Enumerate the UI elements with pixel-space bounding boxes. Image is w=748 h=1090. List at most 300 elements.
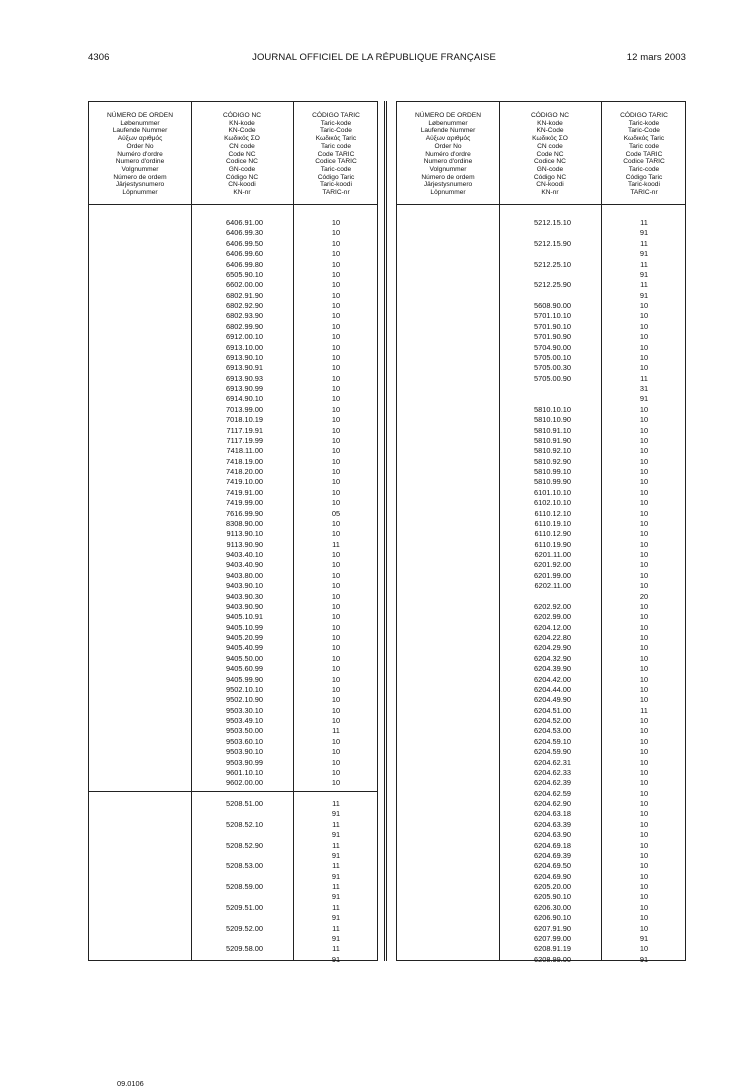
table-cell	[117, 592, 191, 602]
table-cell: 6205.20.00	[534, 882, 571, 891]
table-cell	[499, 228, 571, 238]
table-cell: 7018.10.19	[226, 415, 263, 425]
table-cell: 6110.12.90	[534, 529, 571, 539]
table-cell: 10	[639, 882, 649, 891]
table-cell: 6110.12.10	[534, 508, 571, 518]
table-cell: 6912.00.10	[226, 332, 263, 342]
table-cell	[191, 955, 263, 965]
table-cell: 10	[639, 550, 649, 559]
table-cell: 05	[331, 508, 341, 518]
order-cells	[89, 218, 191, 1090]
header-line: Code NC	[228, 150, 256, 158]
table-cell	[117, 322, 191, 332]
table-cell: 91	[639, 954, 649, 964]
table-cell: 5212.25.90	[534, 280, 571, 290]
table-cell: 6204.42.00	[534, 674, 571, 684]
column-divider	[499, 102, 500, 960]
table-cell: 5212.15.90	[534, 238, 571, 248]
table-cell	[117, 892, 191, 902]
table-cell: 6914.90.10	[226, 394, 263, 404]
table-cell: 6204.63.39	[534, 819, 571, 829]
table-cell: 10	[639, 498, 649, 508]
cn-code-header	[499, 112, 601, 197]
table-cell: 6208.91.19	[534, 944, 571, 954]
header-line: Taric-code	[628, 165, 660, 173]
table-cell: 10	[639, 913, 649, 923]
table-cell: 5704.90.00	[534, 342, 571, 352]
taric-code-cells	[601, 218, 687, 965]
table-cell: 10	[639, 560, 649, 570]
table-cell: 6505.90.10	[226, 269, 263, 279]
cn-code-cells	[499, 218, 601, 965]
table-cell: 10	[331, 218, 341, 227]
table-cell: 9502.10.10	[226, 684, 263, 694]
table-cell: 6204.69.18	[534, 840, 571, 850]
table-cell	[117, 716, 191, 726]
table-cell	[117, 675, 191, 685]
table-cell: 6204.39.90	[534, 664, 571, 674]
table-cell	[117, 560, 191, 570]
table-cell: 5701.10.10	[534, 311, 571, 321]
cn-code-header	[191, 112, 293, 197]
table-cell	[117, 768, 191, 778]
table-cell: 7418.19.00	[226, 456, 263, 466]
table-cell	[117, 986, 191, 996]
header-line: Taric code	[628, 142, 660, 150]
table-cell	[117, 913, 191, 923]
table-cell	[117, 436, 191, 446]
table-cell: 10	[331, 435, 341, 445]
table-cell: 6406.99.30	[226, 228, 263, 238]
header-line: Numéro d'ordre	[425, 150, 471, 158]
table-cell: 9113.90.90	[226, 539, 263, 549]
table-cell: 6208.99.00	[534, 954, 571, 964]
table-cell: 5810.99.10	[534, 467, 571, 476]
table-cell	[117, 228, 191, 238]
table-cell: 91	[331, 933, 341, 943]
table-cell: 6406.99.60	[226, 249, 263, 259]
table-cell: 7418.11.00	[226, 446, 263, 456]
table-cell	[117, 934, 191, 944]
table-cell: 10	[331, 487, 341, 497]
header-line: KN-nr	[541, 189, 559, 197]
header-line: Código Taric	[317, 173, 355, 181]
table-cell	[117, 249, 191, 259]
table-cell: 7013.99.00	[226, 404, 263, 414]
table-cell	[117, 861, 191, 871]
table-gutter-double-rule	[384, 101, 387, 961]
table-cell: 5209.58.00	[226, 944, 263, 954]
publication-date: 12 mars 2003	[626, 52, 686, 63]
table-cell: 10	[639, 342, 649, 352]
header-line: Codice TARIC	[315, 158, 357, 166]
header-line: Taric-koodi	[628, 181, 660, 189]
table-cell: 91	[639, 269, 649, 279]
header-line: Volgnummer	[429, 165, 467, 173]
column-divider	[601, 102, 602, 960]
table-cell: 10	[331, 570, 341, 580]
header-line: Volgnummer	[121, 165, 159, 173]
table-cell: 91	[331, 850, 341, 860]
table-cell: 20	[639, 591, 649, 601]
table-cell	[117, 1069, 191, 1079]
table-cell: 11	[332, 840, 340, 850]
table-cell: 5810.91.10	[534, 425, 571, 435]
table-cell: 9405.10.91	[226, 612, 263, 622]
table-cell: 6205.90.10	[534, 892, 571, 902]
table-cell	[117, 311, 191, 321]
table-cell: 7419.91.00	[226, 487, 263, 497]
table-cell	[117, 529, 191, 539]
table-cell	[117, 384, 191, 394]
table-cell: 6207.91.90	[534, 923, 571, 933]
table-cell: 10	[639, 404, 649, 414]
table-cell	[117, 1058, 191, 1068]
header-line: Κωδικός Taric	[315, 135, 357, 143]
table-cell: 10	[331, 633, 341, 642]
table-cell: 6207.99.00	[534, 933, 571, 943]
header-line: Järjestysnumero	[115, 181, 165, 189]
table-cell	[191, 913, 263, 923]
table-cell: 6913.90.99	[226, 384, 263, 393]
table-cell	[117, 623, 191, 633]
table-cell: 10	[331, 425, 341, 435]
table-cell	[117, 239, 191, 249]
table-cell	[117, 851, 191, 861]
table-cell	[117, 280, 191, 290]
column-divider	[293, 102, 294, 960]
table-cell	[117, 477, 191, 487]
header-line: Código Taric	[625, 173, 663, 181]
table-cell: 91	[331, 830, 341, 840]
table-cell: 5810.99.90	[534, 477, 571, 487]
table-cell: 10	[331, 581, 341, 591]
table-cell: 6913.10.00	[226, 342, 263, 352]
table-cell: 5810.10.90	[534, 415, 571, 425]
table-cell: 11	[332, 902, 340, 912]
table-cell: 10	[331, 674, 341, 684]
header-line: Codice NC	[226, 158, 258, 166]
table-cell	[117, 924, 191, 934]
table-cell: 6110.19.90	[534, 539, 571, 549]
table-cell: 9502.10.90	[226, 695, 263, 705]
table-cell: 6802.92.90	[226, 301, 263, 310]
table-cell: 11	[640, 259, 648, 269]
table-cell: 10	[331, 498, 341, 508]
table-cell: 10	[639, 539, 649, 549]
header-line: Κωδικός ΣΟ	[532, 135, 568, 143]
table-cell: 6206.30.00	[534, 902, 571, 912]
cn-code-cells	[191, 218, 293, 965]
table-cell: 10	[639, 819, 649, 829]
table-cell: 10	[639, 830, 649, 840]
table-cell: 6204.62.31	[534, 757, 571, 767]
header-line: Número de ordem	[421, 173, 475, 181]
table-cell: 6204.32.90	[534, 653, 571, 663]
table-cell: 9405.10.99	[226, 622, 263, 632]
table-cell: 10	[639, 861, 649, 871]
table-cell: 10	[331, 342, 341, 352]
table-cell: 6802.99.90	[226, 321, 263, 331]
header-line: Numero d'ordine	[115, 158, 165, 166]
table-cell	[117, 1038, 191, 1048]
table-cell: 9403.80.00	[226, 570, 263, 580]
header-line: Taric-kode	[628, 119, 660, 127]
table-cell	[117, 903, 191, 913]
table-cell: 10	[331, 280, 341, 290]
table-cell: 10	[639, 435, 649, 445]
header-line: Löpnummer	[122, 189, 158, 197]
table-cell: 6204.62.59	[534, 788, 571, 798]
table-cell: 9405.60.99	[226, 664, 263, 674]
table-cell: 11	[640, 218, 648, 227]
table-cell: 10	[331, 332, 341, 342]
order-column	[89, 102, 191, 1089]
table-cell: 10	[331, 518, 341, 528]
table-cell: 6602.00.00	[226, 280, 263, 290]
table-cell: 10	[639, 726, 649, 736]
table-cell: 5212.15.10	[534, 218, 571, 227]
table-cell	[117, 820, 191, 830]
taric-code-cells	[293, 218, 379, 965]
table-cell: 6204.63.18	[534, 809, 571, 819]
table-cell: 7117.19.91	[226, 425, 263, 435]
header-line: Taric-Code	[628, 127, 660, 135]
table-cell	[191, 809, 263, 819]
table-cell	[117, 301, 191, 311]
table-cell: 11	[640, 280, 648, 290]
table-cell: 10	[639, 570, 649, 580]
table-cell: 10	[331, 653, 341, 663]
table-cell: 5701.90.10	[534, 321, 571, 331]
header-line: KN-Code	[228, 127, 256, 135]
table-cell: 10	[639, 653, 649, 663]
table-cell: 10	[639, 415, 649, 425]
table-cell: 10	[331, 664, 341, 674]
table-cell: 10	[639, 425, 649, 435]
order-header	[397, 112, 499, 197]
table-cell: 91	[639, 228, 649, 238]
header-line: Αύξων αριθμός	[425, 135, 471, 143]
table-cell: 5810.10.10	[534, 404, 571, 414]
table-cell	[499, 592, 571, 602]
table-cell: 10	[331, 529, 341, 539]
table-cell	[117, 550, 191, 560]
table-cell	[117, 747, 191, 757]
table-cell	[117, 581, 191, 591]
table-cell: 10	[331, 467, 341, 476]
header-line: Order No	[126, 142, 154, 150]
table-cell	[117, 260, 191, 270]
table-cell	[117, 457, 191, 467]
table-cell	[117, 778, 191, 788]
table-cell: 10	[331, 238, 341, 248]
table-cell	[117, 758, 191, 768]
table-cell: 5212.25.10	[534, 259, 571, 269]
table-cell: 6204.63.90	[534, 830, 571, 840]
table-cell: 10	[639, 446, 649, 456]
table-cell: 10	[639, 487, 649, 497]
table-cell: 31	[639, 384, 649, 393]
table-cell: 6202.92.00	[534, 601, 571, 611]
table-cell: 9503.90.10	[226, 747, 263, 757]
table-cell: 91	[639, 933, 649, 943]
right-table	[396, 101, 686, 964]
table-cell: 9403.90.90	[226, 601, 263, 611]
header-line: CN-koodi	[536, 181, 564, 189]
table-cell: 10	[639, 892, 649, 902]
table-cell: 10	[331, 778, 341, 788]
table-cell: 6204.49.90	[534, 695, 571, 705]
table-cell	[117, 841, 191, 851]
table-cell	[117, 1007, 191, 1017]
header-line: Code NC	[536, 150, 564, 158]
table-cell: 6102.10.10	[534, 498, 571, 508]
table-cell: 10	[331, 384, 341, 393]
table-cell	[117, 353, 191, 363]
table-cell: 6204.52.00	[534, 716, 571, 725]
table-cell: 6201.11.00	[534, 550, 571, 559]
table-cell	[117, 332, 191, 342]
table-cell: 7419.99.00	[226, 498, 263, 508]
table-cell: 5208.53.00	[226, 861, 263, 871]
order-column	[397, 102, 499, 960]
table-cell: 5810.92.10	[534, 446, 571, 456]
header-line: Järjestysnumero	[423, 181, 473, 189]
header-line: Código NC	[533, 173, 567, 181]
table-cell: 11	[332, 539, 340, 549]
header-line: Κωδικός Taric	[623, 135, 665, 143]
table-cell	[117, 643, 191, 653]
table-cell	[117, 872, 191, 882]
header-line: Codice TARIC	[623, 158, 665, 166]
header-rule	[89, 204, 377, 205]
header-line: TARIC-nr	[322, 189, 350, 197]
table-cell: 9503.50.00	[226, 726, 263, 736]
header-line: Numero d'ordine	[423, 158, 473, 166]
header-line: Κωδικός ΣΟ	[224, 135, 260, 143]
header-line: CÓDIGO TARIC	[312, 112, 360, 119]
table-cell: 6204.62.33	[534, 767, 571, 777]
table-cell: 5810.91.90	[534, 435, 571, 445]
table-cell: 6101.10.10	[534, 487, 571, 497]
table-cell: 10	[331, 622, 341, 632]
table-cell: 10	[331, 363, 341, 373]
header-line: CN code	[229, 142, 255, 150]
table-cell: 10	[331, 612, 341, 622]
table-cell: 10	[639, 747, 649, 757]
table-cell: 10	[331, 394, 341, 404]
header-line: KN-nr	[233, 189, 251, 197]
table-cell: 10	[331, 477, 341, 487]
table-cell: 10	[331, 301, 341, 310]
row-group-separator	[89, 791, 377, 792]
table-cell: 10	[331, 684, 341, 694]
table-cell	[499, 270, 571, 280]
table-cell: 10	[331, 321, 341, 331]
table-cell	[117, 737, 191, 747]
table-cell: 7616.99.90	[226, 508, 263, 518]
header-line: Número de ordem	[113, 173, 167, 181]
table-cell: 8308.90.00	[226, 518, 263, 528]
table-cell	[117, 374, 191, 384]
table-cell	[117, 394, 191, 404]
table-cell: 6204.69.39	[534, 850, 571, 860]
table-cell: 10	[639, 695, 649, 705]
table-cell: 10	[639, 508, 649, 518]
table-cell: 6204.62.39	[534, 778, 571, 788]
table-cell: 11	[332, 726, 340, 736]
table-cell: 9601.10.10	[226, 767, 263, 777]
table-cell: 5810.92.90	[534, 456, 571, 466]
table-cell	[117, 975, 191, 985]
table-cell: 10	[639, 581, 649, 591]
table-cell: 10	[639, 633, 649, 642]
table-cell	[117, 944, 191, 954]
header-line: CN code	[537, 142, 563, 150]
table-cell	[117, 799, 191, 809]
table-cell	[117, 571, 191, 581]
table-cell: 91	[639, 290, 649, 300]
table-cell	[117, 706, 191, 716]
taric-code-header	[293, 112, 379, 197]
table-cell: 10	[331, 415, 341, 425]
table-cell	[117, 965, 191, 975]
table-cell: 10	[639, 902, 649, 912]
header-line: Löpnummer	[430, 189, 466, 197]
table-cell: 10	[639, 757, 649, 767]
table-cell: 6802.93.90	[226, 311, 263, 321]
table-cell: 91	[331, 809, 341, 819]
table-cell: 6206.90.10	[534, 913, 571, 923]
table-cell: 10	[331, 560, 341, 570]
table-cell: 5705.00.90	[534, 373, 571, 383]
table-cell	[191, 851, 263, 861]
header-line: Taric-kode	[320, 119, 352, 127]
table-cell: 10	[331, 373, 341, 383]
table-cell	[117, 363, 191, 373]
table-cell: 11	[640, 238, 648, 248]
taric-code-column	[601, 102, 687, 964]
table-cell	[499, 384, 571, 394]
table-cell: 6201.99.00	[534, 570, 571, 580]
table-cell: 9503.30.10	[226, 705, 263, 715]
table-cell: 5608.90.00	[534, 301, 571, 310]
table-cell	[117, 218, 191, 228]
table-cell	[191, 830, 263, 840]
header-line: Code TARIC	[317, 150, 355, 158]
table-cell: 10	[639, 674, 649, 684]
table-cell: 6204.29.90	[534, 643, 571, 653]
header-line: TARIC-nr	[630, 189, 658, 197]
header-line: KN-Code	[536, 127, 564, 135]
table-cell: 91	[331, 954, 341, 964]
header-line: CÓDIGO TARIC	[620, 112, 668, 119]
table-cell: 6202.11.00	[534, 581, 571, 591]
header-line: NÚMERO DE ORDEN	[415, 112, 481, 119]
table-cell	[117, 540, 191, 550]
table-cell: 10	[639, 321, 649, 331]
table-cell	[117, 488, 191, 498]
table-cell: 7419.10.00	[226, 477, 263, 487]
table-cell: 6913.90.10	[226, 352, 263, 362]
table-cell: 6204.69.50	[534, 861, 571, 871]
table-cell: 10	[639, 923, 649, 933]
table-cell: 9403.90.10	[226, 581, 263, 591]
table-cell	[117, 498, 191, 508]
table-cell: 7418.20.00	[226, 467, 263, 476]
table-cell: 10	[639, 518, 649, 528]
